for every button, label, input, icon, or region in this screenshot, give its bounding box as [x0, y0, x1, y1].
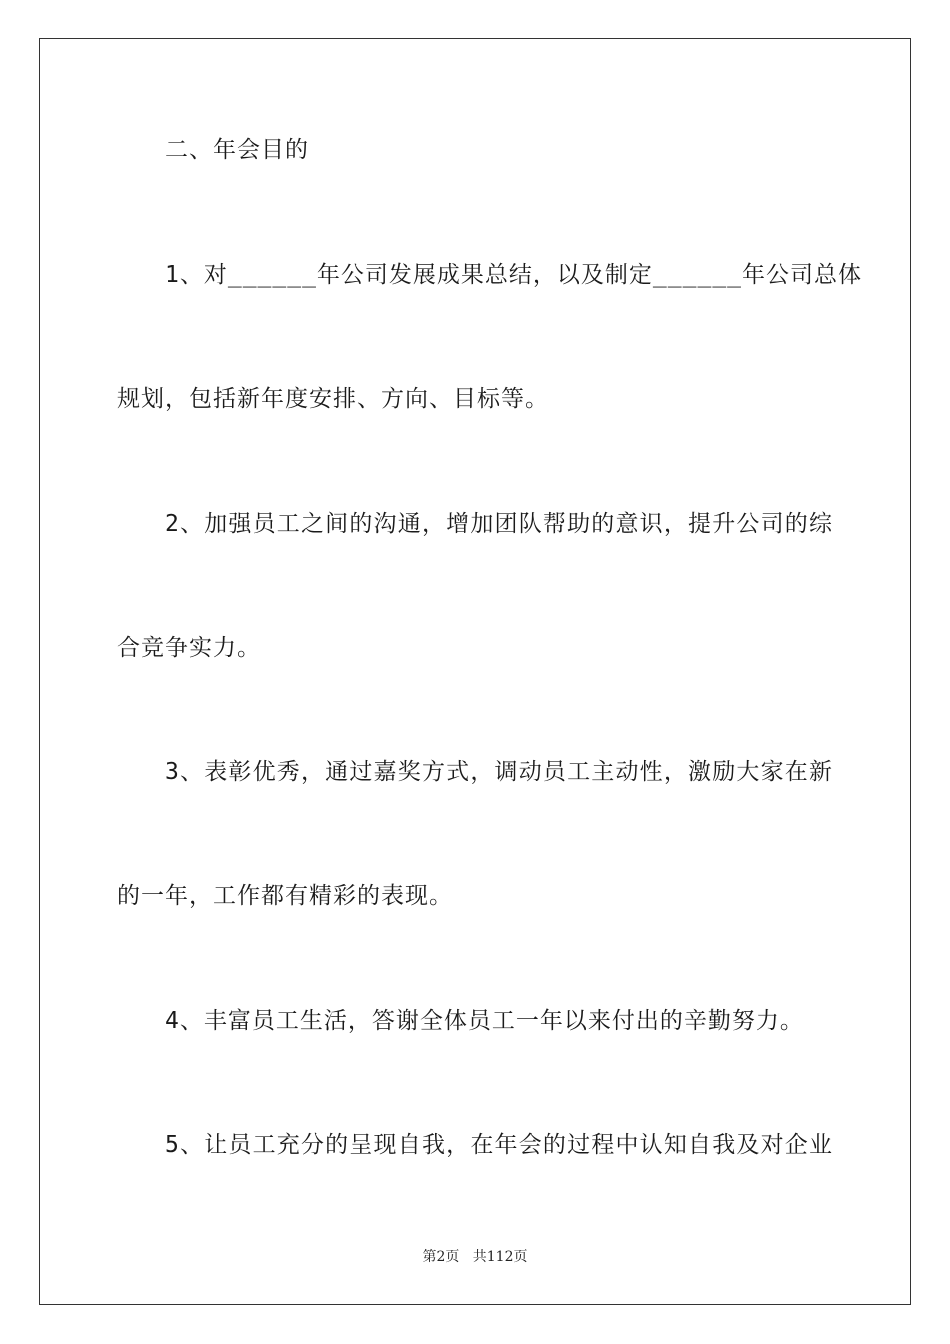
- page-number: 第2页: [422, 1249, 460, 1265]
- paragraph-1-line-1: 1、对______年公司发展成果总结，以及制定______年公司总体: [165, 262, 863, 288]
- page-footer: [0, 1248, 950, 1266]
- page-frame: [39, 38, 911, 1305]
- paragraph-1-line-2: 规划，包括新年度安排、方向、目标等。: [117, 386, 549, 412]
- paragraph-3-line-1: 3、表彰优秀，通过嘉奖方式，调动员工主动性，激励大家在新: [165, 759, 833, 785]
- paragraph-2-line-1: 2、加强员工之间的沟通，增加团队帮助的意识，提升公司的综: [165, 511, 833, 537]
- paragraph-4-line-1: 4、丰富员工生活，答谢全体员工一年以来付出的辛勤努力。: [165, 1008, 804, 1034]
- section-heading: 二、年会目的: [165, 137, 309, 163]
- paragraph-3-line-2: 的一年，工作都有精彩的表现。: [117, 883, 453, 909]
- total-pages: 共112页: [472, 1249, 528, 1265]
- paragraph-2-line-2: 合竞争实力。: [117, 635, 261, 661]
- paragraph-5-line-1: 5、让员工充分的呈现自我，在年会的过程中认知自我及对企业: [165, 1132, 833, 1158]
